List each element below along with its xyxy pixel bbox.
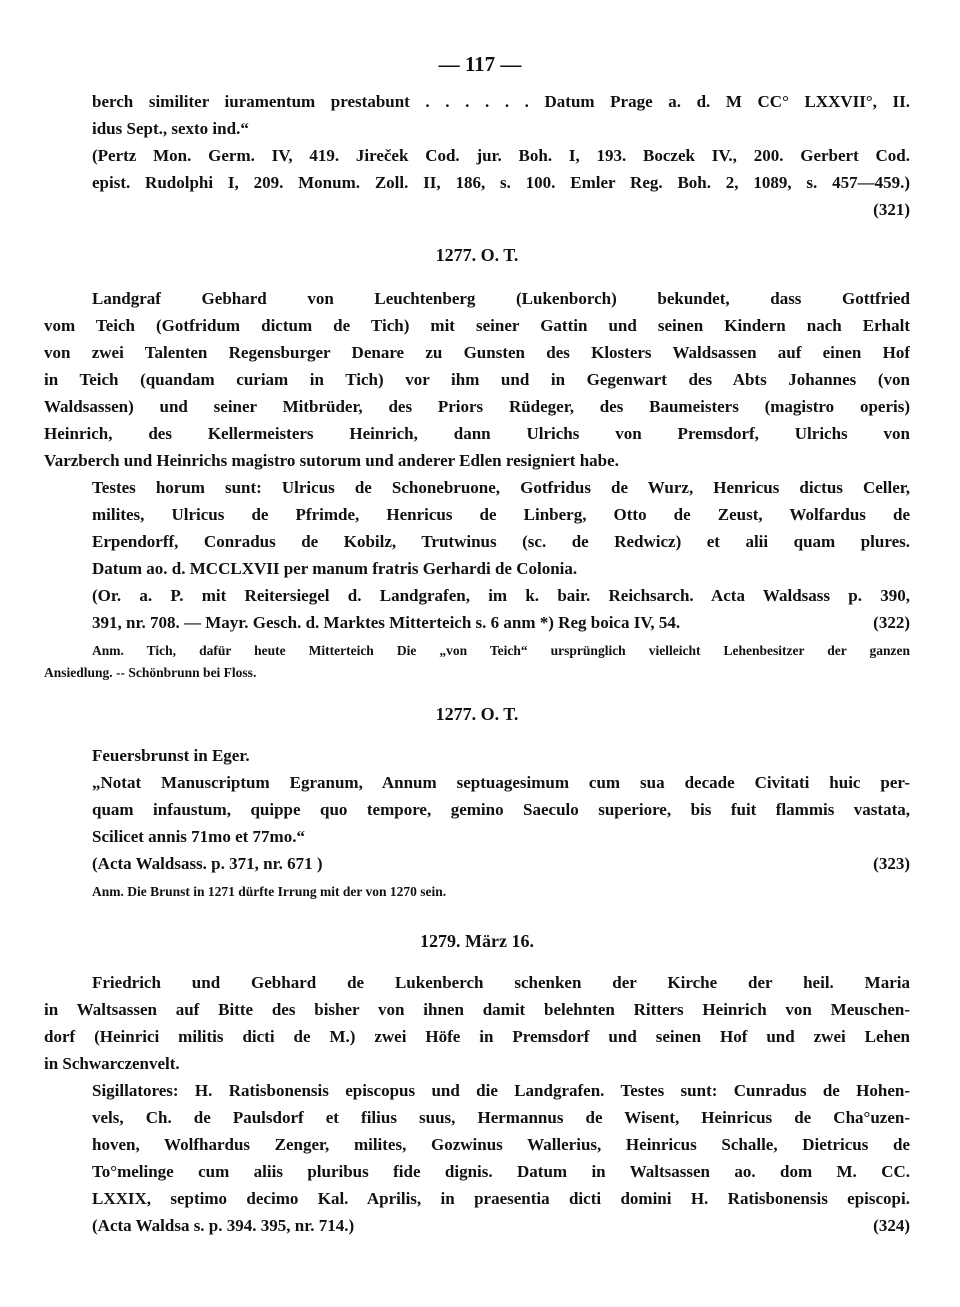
text-line: To°melinge cum aliis pluribus fide dignis. Datum in Waltsassen ao. dom M. CC. [92, 1162, 910, 1181]
document-number: (324) [873, 1216, 910, 1235]
text-line [92, 853, 910, 875]
text-line: Testes horum sunt: Ulricus de Schonebruone, Gotfridus de Wurz, Henricus dictus Celler, [92, 478, 910, 497]
source-text: (Acta Waldsass. p. 371, nr. 671 ) [92, 854, 323, 873]
text-line: berch similiter iuramentum prestabunt . . . . . . Datum Prage a. d. M CC° LXXVII°, II. [92, 92, 910, 111]
footnote-line: Ansiedlung. -- Schönbrunn bei Floss. [44, 665, 257, 680]
entry-heading: 1277. O. T. [435, 245, 519, 265]
source-text: (Acta Waldsa s. p. 394. 395, nr. 714.) [92, 1216, 355, 1235]
text-line: (Or. a. P. mit Reitersiegel d. Landgrafen, im k. bair. Reichsarch. Acta Waldsass p. 390, [92, 586, 910, 605]
page-number: — 117 — [438, 52, 522, 76]
entry-heading: 1279. März 16. [420, 931, 534, 951]
entry-heading: 1277. O. T. [435, 704, 519, 724]
document-number: (321) [873, 200, 910, 219]
text-line: quam infaustum, quippe quo tempore, gemino Saeculo superiore, bis fuit flammis vastata, [92, 800, 910, 819]
text-line: vels, Ch. de Paulsdorf et filius suus, Hermannus de Wisent, Heinricus de Cha°uzen- [92, 1108, 910, 1127]
text-line: vom Teich (Gotfridum dictum de Tich) mit seiner Gattin und seinen Kindern nach Erhalt [44, 316, 910, 335]
text-line: milites, Ulricus de Pfrimde, Henricus de Linberg, Otto de Zeust, Wolfardus de [92, 505, 910, 524]
text-line: Varzberch und Heinrichs magistro sutorum und anderer Edlen resigniert habe. [44, 451, 619, 470]
text-line: in Waltsassen auf Bitte des bisher von ihnen damit belehnten Ritters Heinrich von Meuschen- [44, 1000, 910, 1019]
text-line [92, 1215, 910, 1237]
document-number: (323) [873, 854, 910, 873]
text-line: in Teich (quandam curiam in Tich) vor ihm und in Gegenwart des Abts Johannes (von [44, 370, 910, 389]
text-line [92, 612, 910, 634]
text-line: von zwei Talenten Regensburger Denare zu Gunsten des Klosters Waldsassen auf einen Hof [44, 343, 910, 362]
text-line: Scilicet annis 71mo et 77mo.“ [92, 827, 305, 846]
text-line: Erpendorff, Conradus de Kobilz, Trutwinus (sc. de Redwicz) et alii quam plures. [92, 532, 910, 551]
text-line: (Pertz Mon. Germ. IV, 419. Jireček Cod. jur. Boh. I, 193. Boczek IV., 200. Gerbert Cod. [92, 146, 910, 165]
source-text: 391, nr. 708. — Mayr. Gesch. d. Marktes Mitterteich s. 6 anm *) Reg boica IV, 54. [92, 613, 681, 632]
document-number: (322) [873, 613, 910, 632]
text-line: Landgraf Gebhard von Leuchtenberg (Lukenborch) bekundet, dass Gottfried [92, 289, 910, 308]
text-line: epist. Rudolphi I, 209. Monum. Zoll. II, 186, s. 100. Emler Reg. Boh. 2, 1089, s. 457—459.) [92, 173, 910, 192]
text-line: idus Sept., sexto ind.“ [92, 119, 249, 138]
entry-title: Feuersbrunst in Eger. [92, 746, 250, 765]
text-line: Waldsassen) und seiner Mitbrüder, des Priors Rüdeger, des Baumeisters (magistro operis) [44, 397, 910, 416]
text-line: hoven, Wolfhardus Zenger, milites, Gozwinus Wallerius, Heinricus Schalle, Dietricus de [92, 1135, 910, 1154]
text-line: dorf (Heinrici militis dicti de M.) zwei Höfe in Premsdorf und seinen Hof und zwei Lehen [44, 1027, 910, 1046]
text-line: Sigillatores: H. Ratisbonensis episcopus und die Landgrafen. Testes sunt: Cunradus de Hohen- [92, 1081, 910, 1100]
text-line: Datum ao. d. MCCLXVII per manum fratris Gerhardi de Colonia. [92, 559, 578, 578]
text-line: LXXIX, septimo decimo Kal. Aprilis, in praesentia dicti domini H. Ratisbonensis episcopi. [92, 1189, 910, 1208]
text-line: in Schwarczenvelt. [44, 1054, 180, 1073]
footnote-line: Anm. Die Brunst in 1271 dürfte Irrung mit der von 1270 sein. [92, 884, 447, 899]
text-line: „Notat Manuscriptum Egranum, Annum septuagesimum cum sua decade Civitati huic per- [92, 773, 910, 792]
text-line: Heinrich, des Kellermeisters Heinrich, dann Ulrichs von Premsdorf, Ulrichs von [44, 424, 910, 443]
text-line: Friedrich und Gebhard de Lukenberch schenken der Kirche der heil. Maria [92, 973, 910, 992]
footnote-line: Anm. Tich, dafür heute Mitterteich Die „von Teich“ ursprünglich vielleicht Lehenbesitzer der ganzen [92, 643, 910, 658]
